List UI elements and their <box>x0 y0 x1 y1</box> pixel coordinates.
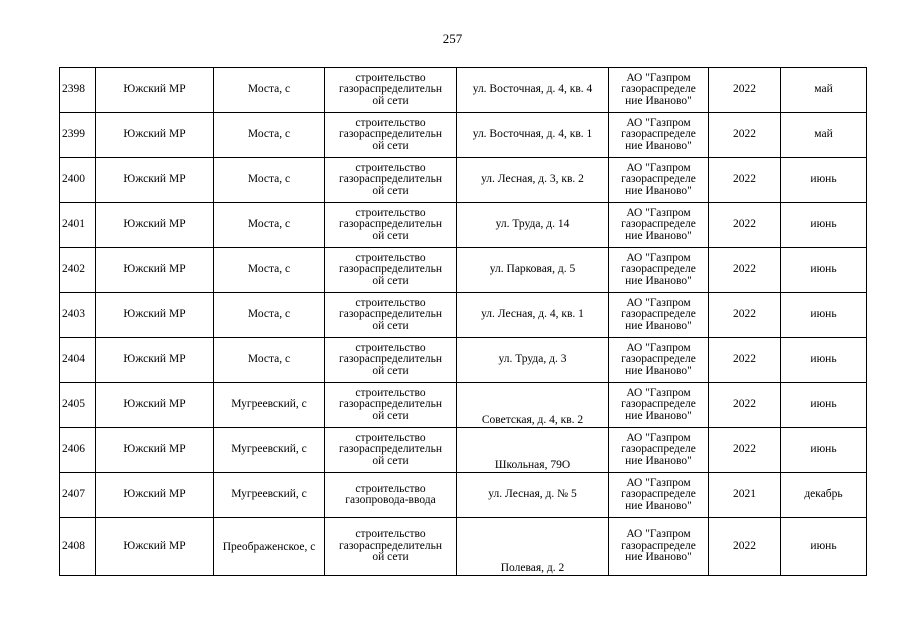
row-number: 2402 <box>60 248 96 293</box>
work-type-cell-line: строительство <box>355 386 426 399</box>
registry-table <box>59 67 867 576</box>
organization-cell-line: газораспределе <box>621 218 696 231</box>
year-cell: 2022 <box>709 203 781 248</box>
organization-cell <box>609 113 709 158</box>
table-row <box>60 383 867 428</box>
table-row <box>60 293 867 338</box>
organization-cell <box>609 338 709 383</box>
organization-cell-line: АО "Газпром <box>626 476 691 489</box>
work-type-cell-line: строительство <box>355 71 426 84</box>
work-type-cell-line: ой сети <box>372 139 409 152</box>
work-type-cell <box>325 383 457 428</box>
organization-cell <box>609 68 709 113</box>
row-number: 2408 <box>60 518 96 576</box>
year-cell: 2022 <box>709 383 781 428</box>
work-type-cell <box>325 338 457 383</box>
address-cell: ул. Восточная, д. 4, кв. 1 <box>457 113 609 158</box>
work-type-cell-line: газораспределительн <box>339 398 442 411</box>
month-cell: декабрь <box>781 473 867 518</box>
organization-cell-line: газораспределе <box>621 263 696 276</box>
year-cell: 2022 <box>709 293 781 338</box>
organization-cell-line: АО "Газпром <box>626 296 691 309</box>
table-row <box>60 203 867 248</box>
settlement-cell: Моста, с <box>214 158 325 203</box>
table-row <box>60 68 867 113</box>
district-cell: Южский МР <box>96 248 214 293</box>
table-row <box>60 338 867 383</box>
organization-cell-line: АО "Газпром <box>626 206 691 219</box>
month-cell: июнь <box>781 293 867 338</box>
work-type-cell-line: строительство <box>355 341 426 354</box>
work-type-cell-line: ой сети <box>372 229 409 242</box>
year-cell: 2022 <box>709 248 781 293</box>
address-cell: ул. Лесная, д. 4, кв. 1 <box>457 293 609 338</box>
row-number: 2404 <box>60 338 96 383</box>
district-cell: Южский МР <box>96 113 214 158</box>
work-type-cell-line: строительство <box>355 206 426 219</box>
work-type-cell-line: строительство <box>355 431 426 444</box>
organization-cell-line: ние Иваново" <box>625 364 692 377</box>
month-cell: июнь <box>781 203 867 248</box>
year-cell: 2022 <box>709 338 781 383</box>
row-number: 2400 <box>60 158 96 203</box>
work-type-cell-line: строительство <box>355 528 426 541</box>
work-type-cell-line: ой сети <box>372 551 409 564</box>
organization-cell-line: ние Иваново" <box>625 229 692 242</box>
work-type-cell-line: ой сети <box>372 274 409 287</box>
page-number: 257 <box>442 31 463 46</box>
table-row <box>60 158 867 203</box>
organization-cell-line: АО "Газпром <box>626 71 691 84</box>
organization-cell-line: газораспределе <box>621 539 696 552</box>
organization-cell <box>609 383 709 428</box>
address-cell: ул. Лесная, д. 3, кв. 2 <box>457 158 609 203</box>
table-body <box>60 68 867 576</box>
organization-cell-line: АО "Газпром <box>626 341 691 354</box>
work-type-cell-line: ой сети <box>372 409 409 422</box>
year-cell: 2022 <box>709 518 781 576</box>
settlement-cell: Мугреевский, с <box>214 473 325 518</box>
district-cell: Южский МР <box>96 428 214 473</box>
work-type-cell-line: ой сети <box>372 94 409 107</box>
row-number: 2407 <box>60 473 96 518</box>
work-type-cell <box>325 428 457 473</box>
organization-cell-line: ние Иваново" <box>625 499 692 512</box>
work-type-cell <box>325 293 457 338</box>
organization-cell-line: газораспределе <box>621 173 696 186</box>
organization-cell-line: ние Иваново" <box>625 139 692 152</box>
address-cell: ул. Лесная, д. № 5 <box>457 473 609 518</box>
settlement-cell: Моста, с <box>214 293 325 338</box>
work-type-cell-line: строительство <box>355 251 426 264</box>
work-type-cell-line: газораспределительн <box>339 308 442 321</box>
work-type-cell-line: ой сети <box>372 319 409 332</box>
settlement-cell: Моста, с <box>214 338 325 383</box>
work-type-cell-line: газопровода-ввода <box>345 494 436 506</box>
organization-cell-line: ние Иваново" <box>625 274 692 287</box>
year-cell: 2022 <box>709 158 781 203</box>
address-cell: ул. Восточная, д. 4, кв. 4 <box>457 68 609 113</box>
district-cell: Южский МР <box>96 293 214 338</box>
organization-cell-line: газораспределе <box>621 353 696 366</box>
organization-cell-line: ние Иваново" <box>625 409 692 422</box>
organization-cell <box>609 518 709 576</box>
month-cell: июнь <box>781 383 867 428</box>
organization-cell-line: АО "Газпром <box>626 251 691 264</box>
organization-cell-line: АО "Газпром <box>626 386 691 399</box>
work-type-cell <box>325 113 457 158</box>
settlement-cell: Мугреевский, с <box>214 428 325 473</box>
year-cell: 2021 <box>709 473 781 518</box>
settlement-cell: Преображенское, с <box>214 518 325 576</box>
work-type-cell-line: газораспределительн <box>339 173 442 186</box>
row-number: 2398 <box>60 68 96 113</box>
organization-cell <box>609 248 709 293</box>
organization-cell-line: газораспределе <box>621 83 696 96</box>
district-cell: Южский МР <box>96 203 214 248</box>
settlement-cell: Моста, с <box>214 248 325 293</box>
row-number: 2399 <box>60 113 96 158</box>
work-type-cell-line: газораспределительн <box>339 263 442 276</box>
work-type-cell-line: газораспределительн <box>339 218 442 231</box>
work-type-cell-line: ой сети <box>372 184 409 197</box>
work-type-cell <box>325 203 457 248</box>
table-row <box>60 113 867 158</box>
district-cell: Южский МР <box>96 68 214 113</box>
address-cell: ул. Труда, д. 14 <box>457 203 609 248</box>
table-row <box>60 518 867 576</box>
organization-cell-line: газораспределе <box>621 128 696 141</box>
table-row <box>60 428 867 473</box>
work-type-cell <box>325 473 457 518</box>
address-cell: Полевая, д. 2 <box>457 518 609 576</box>
organization-cell <box>609 293 709 338</box>
district-cell: Южский МР <box>96 338 214 383</box>
address-cell: Советская, д. 4, кв. 2 <box>457 383 609 428</box>
organization-cell-line: АО "Газпром <box>626 528 691 541</box>
organization-cell-line: АО "Газпром <box>626 116 691 129</box>
work-type-cell-line: ой сети <box>372 364 409 377</box>
month-cell: июнь <box>781 428 867 473</box>
work-type-cell-line: строительство <box>355 116 426 129</box>
year-cell: 2022 <box>709 68 781 113</box>
work-type-cell-line: ой сети <box>372 454 409 467</box>
address-cell: ул. Парковая, д. 5 <box>457 248 609 293</box>
month-cell: июнь <box>781 158 867 203</box>
work-type-cell-line: строительство <box>355 482 426 495</box>
work-type-cell <box>325 158 457 203</box>
work-type-cell-line: газораспределительн <box>339 83 442 96</box>
address-cell: Школьная, 79О <box>457 428 609 473</box>
organization-cell-line: газораспределе <box>621 308 696 321</box>
organization-cell <box>609 473 709 518</box>
work-type-cell-line: газораспределительн <box>339 539 442 552</box>
month-cell: июнь <box>781 338 867 383</box>
district-cell: Южский МР <box>96 158 214 203</box>
row-number: 2405 <box>60 383 96 428</box>
organization-cell <box>609 428 709 473</box>
settlement-cell: Моста, с <box>214 113 325 158</box>
organization-cell-line: ние Иваново" <box>625 184 692 197</box>
row-number: 2406 <box>60 428 96 473</box>
table-row <box>60 248 867 293</box>
work-type-cell-line: газораспределительн <box>339 128 442 141</box>
work-type-cell <box>325 248 457 293</box>
month-cell: июнь <box>781 248 867 293</box>
organization-cell <box>609 158 709 203</box>
work-type-cell <box>325 68 457 113</box>
work-type-cell <box>325 518 457 576</box>
work-type-cell-line: газораспределительн <box>339 353 442 366</box>
settlement-cell: Моста, с <box>214 203 325 248</box>
organization-cell-line: ние Иваново" <box>625 454 692 467</box>
month-cell: май <box>781 113 867 158</box>
month-cell: июнь <box>781 518 867 576</box>
work-type-cell-line: строительство <box>355 161 426 174</box>
work-type-cell-line: строительство <box>355 296 426 309</box>
address-cell: ул. Труда, д. 3 <box>457 338 609 383</box>
row-number: 2403 <box>60 293 96 338</box>
organization-cell-line: газораспределе <box>621 398 696 411</box>
month-cell: май <box>781 68 867 113</box>
year-cell: 2022 <box>709 428 781 473</box>
row-number: 2401 <box>60 203 96 248</box>
organization-cell-line: ние Иваново" <box>625 94 692 107</box>
district-cell: Южский МР <box>96 383 214 428</box>
organization-cell-line: ние Иваново" <box>625 319 692 332</box>
organization-cell-line: газораспределе <box>621 443 696 456</box>
organization-cell <box>609 203 709 248</box>
work-type-cell-line: газораспределительн <box>339 443 442 456</box>
settlement-cell: Мугреевский, с <box>214 383 325 428</box>
district-cell: Южский МР <box>96 473 214 518</box>
organization-cell-line: АО "Газпром <box>626 431 691 444</box>
organization-cell-line: газораспределе <box>621 488 696 501</box>
district-cell: Южский МР <box>96 518 214 576</box>
year-cell: 2022 <box>709 113 781 158</box>
table-row <box>60 473 867 518</box>
settlement-cell: Моста, с <box>214 68 325 113</box>
organization-cell-line: ние Иваново" <box>625 551 692 564</box>
organization-cell-line: АО "Газпром <box>626 161 691 174</box>
